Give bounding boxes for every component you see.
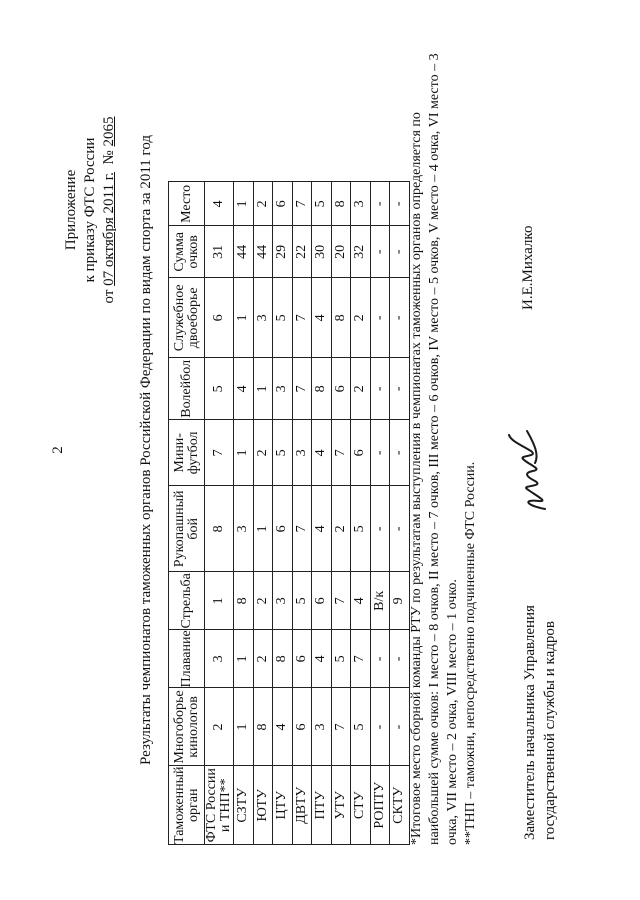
table-cell: 7 bbox=[205, 420, 234, 486]
table-cell: 1 bbox=[234, 278, 254, 358]
table-cell: 8 bbox=[273, 630, 293, 688]
table-cell: 22 bbox=[292, 226, 312, 278]
results-table bbox=[168, 181, 410, 845]
footnotes bbox=[408, 45, 480, 845]
table-cell: 1 bbox=[234, 182, 254, 226]
table-cell: 5 bbox=[312, 182, 332, 226]
header-cell: Плавание bbox=[169, 630, 205, 688]
footnote-tnp: **ТНП – таможни, непосредственно подчиненные ФТС России. bbox=[463, 461, 478, 845]
table-cell: - bbox=[370, 226, 390, 278]
table-cell: - bbox=[370, 358, 390, 420]
table-cell: ЮТУ bbox=[253, 766, 273, 845]
table-cell: - bbox=[370, 278, 390, 358]
header-cell: Служебное двоеборье bbox=[169, 278, 205, 358]
table-cell: 4 bbox=[273, 688, 293, 766]
table-cell: 7 bbox=[331, 688, 351, 766]
signer-title-line1: Заместитель начальника Управления bbox=[522, 605, 538, 840]
header-cell: Рукопашный бой bbox=[169, 486, 205, 572]
table-cell: - bbox=[390, 486, 410, 572]
table-cell: 2 bbox=[253, 630, 273, 688]
appendix-line1: Приложение bbox=[63, 169, 79, 251]
table-cell: 7 bbox=[292, 358, 312, 420]
header-cell: Волейбол bbox=[169, 358, 205, 420]
table-cell: 6 bbox=[292, 688, 312, 766]
table-cell: 30 bbox=[312, 226, 332, 278]
table-cell: 3 bbox=[351, 182, 371, 226]
table-cell: 6 bbox=[205, 278, 234, 358]
signer-title-line2: государственной службы и кадров bbox=[542, 621, 558, 840]
table-row bbox=[234, 182, 254, 845]
page-number: 2 bbox=[50, 446, 66, 454]
header-cell: Сумма очков bbox=[169, 226, 205, 278]
table-cell: 6 bbox=[292, 630, 312, 688]
table-cell: 31 bbox=[205, 226, 234, 278]
table-cell: 4 bbox=[351, 572, 371, 630]
table-cell: 2 bbox=[253, 182, 273, 226]
table-cell: 32 bbox=[351, 226, 371, 278]
table-cell: В/к bbox=[370, 572, 390, 630]
order-date: 07 октября 2011 г. bbox=[101, 172, 117, 286]
table-cell: 1 bbox=[234, 630, 254, 688]
table-cell: 7 bbox=[292, 278, 312, 358]
table-cell: 44 bbox=[234, 226, 254, 278]
table-row bbox=[331, 182, 351, 845]
table-cell: 6 bbox=[312, 572, 332, 630]
table-cell: 5 bbox=[205, 358, 234, 420]
table-cell: 5 bbox=[292, 572, 312, 630]
table-cell: - bbox=[390, 358, 410, 420]
table-cell: 6 bbox=[273, 486, 293, 572]
header-cell: Многоборье кинологов bbox=[169, 688, 205, 766]
table-row bbox=[273, 182, 293, 845]
table-cell: РОПТУ bbox=[370, 766, 390, 845]
header-cell: Место bbox=[169, 182, 205, 226]
date-prefix: от bbox=[101, 289, 117, 304]
table-cell: 2 bbox=[351, 358, 371, 420]
table-cell: 1 bbox=[253, 358, 273, 420]
table-cell: 8 bbox=[331, 182, 351, 226]
table-row bbox=[205, 182, 234, 845]
table-header-row bbox=[169, 182, 205, 845]
appendix-header bbox=[62, 110, 119, 310]
table-cell: - bbox=[390, 182, 410, 226]
table-cell: СЗТУ bbox=[234, 766, 254, 845]
table-cell: ПТУ bbox=[312, 766, 332, 845]
table-cell: 3 bbox=[234, 486, 254, 572]
table-cell: 5 bbox=[351, 688, 371, 766]
signer-name: И.Е.Михалко bbox=[520, 225, 536, 310]
table-row bbox=[351, 182, 371, 845]
table-row bbox=[253, 182, 273, 845]
table-cell: 2 bbox=[205, 688, 234, 766]
table-cell: 3 bbox=[273, 358, 293, 420]
table-cell: 6 bbox=[331, 358, 351, 420]
table-row bbox=[390, 182, 410, 845]
table-cell: 2 bbox=[253, 420, 273, 486]
table-cell: 4 bbox=[312, 278, 332, 358]
table-cell: 2 bbox=[331, 486, 351, 572]
table-cell: 29 bbox=[273, 226, 293, 278]
table-cell: 4 bbox=[312, 420, 332, 486]
header-cell: Таможенный орган bbox=[169, 766, 205, 845]
signer-position bbox=[520, 540, 560, 840]
table-row bbox=[370, 182, 390, 845]
table-cell: ДВТУ bbox=[292, 766, 312, 845]
table-cell: - bbox=[390, 278, 410, 358]
table-cell: 1 bbox=[253, 486, 273, 572]
table-cell: - bbox=[390, 630, 410, 688]
header-cell: Мини-футбол bbox=[169, 420, 205, 486]
table-cell: СТУ bbox=[351, 766, 371, 845]
handwritten-signature bbox=[505, 425, 560, 515]
table-cell: - bbox=[370, 630, 390, 688]
table-cell: 8 bbox=[205, 486, 234, 572]
table-cell: 4 bbox=[312, 630, 332, 688]
table-cell: 5 bbox=[273, 420, 293, 486]
table-cell: СКТУ bbox=[390, 766, 410, 845]
table-title: Результаты чемпионатов таможенных органов Российской Федерации по видам спорта за 2011 год bbox=[138, 134, 154, 766]
table-cell: - bbox=[370, 420, 390, 486]
table-cell: - bbox=[370, 182, 390, 226]
table-cell: 5 bbox=[331, 630, 351, 688]
appendix-date-line bbox=[100, 110, 119, 310]
table-cell: УТУ bbox=[331, 766, 351, 845]
table-cell: 7 bbox=[292, 182, 312, 226]
table-cell: 1 bbox=[234, 688, 254, 766]
table-cell: 7 bbox=[292, 486, 312, 572]
table-cell: 9 bbox=[390, 572, 410, 630]
table-cell: 4 bbox=[312, 486, 332, 572]
table-cell: ЦТУ bbox=[273, 766, 293, 845]
table-cell: - bbox=[390, 226, 410, 278]
table-cell: - bbox=[370, 688, 390, 766]
table-cell: - bbox=[370, 486, 390, 572]
table-cell: 1 bbox=[234, 420, 254, 486]
table-cell: 6 bbox=[273, 182, 293, 226]
table-cell: 3 bbox=[292, 420, 312, 486]
table-cell: - bbox=[390, 688, 410, 766]
footnote-ranking: *Итоговое место сборной команды РТУ по результатам выступления в чемпионатах таможенных органов определяется по наибольшей сумме очков: I место – 8 очков, II место – 7 очков, III место – 6 очков, IV место – 5 очков, V место – 4 очка, VI место – 3 очка, VII место – 2 очка, VIII место – 1 очко. bbox=[409, 53, 460, 845]
table-row bbox=[292, 182, 312, 845]
header-cell: Стрельба bbox=[169, 572, 205, 630]
table-cell: 4 bbox=[205, 182, 234, 226]
table-cell: 3 bbox=[273, 572, 293, 630]
table-cell: 1 bbox=[205, 572, 234, 630]
table-cell: 7 bbox=[331, 572, 351, 630]
table-cell: 4 bbox=[234, 358, 254, 420]
table-cell: 7 bbox=[331, 420, 351, 486]
table-cell: 5 bbox=[273, 278, 293, 358]
table-cell: 44 bbox=[253, 226, 273, 278]
table-row bbox=[312, 182, 332, 845]
table-cell: - bbox=[390, 420, 410, 486]
table-cell: 3 bbox=[312, 688, 332, 766]
number-prefix: № bbox=[101, 150, 117, 165]
table-cell: 6 bbox=[351, 420, 371, 486]
table-cell: 5 bbox=[351, 486, 371, 572]
appendix-line2: к приказу ФТС России bbox=[82, 137, 98, 283]
table-cell: 8 bbox=[234, 572, 254, 630]
table-cell: 20 bbox=[331, 226, 351, 278]
order-number: 2065 bbox=[101, 116, 117, 147]
table-cell: 3 bbox=[205, 630, 234, 688]
table-cell: 2 bbox=[253, 572, 273, 630]
table-cell: 7 bbox=[351, 630, 371, 688]
table-cell: 2 bbox=[351, 278, 371, 358]
table-cell: 8 bbox=[253, 688, 273, 766]
table-cell: ФТС России и ТНП** bbox=[205, 766, 234, 845]
table-cell: 8 bbox=[312, 358, 332, 420]
table-cell: 3 bbox=[253, 278, 273, 358]
table-cell: 8 bbox=[331, 278, 351, 358]
